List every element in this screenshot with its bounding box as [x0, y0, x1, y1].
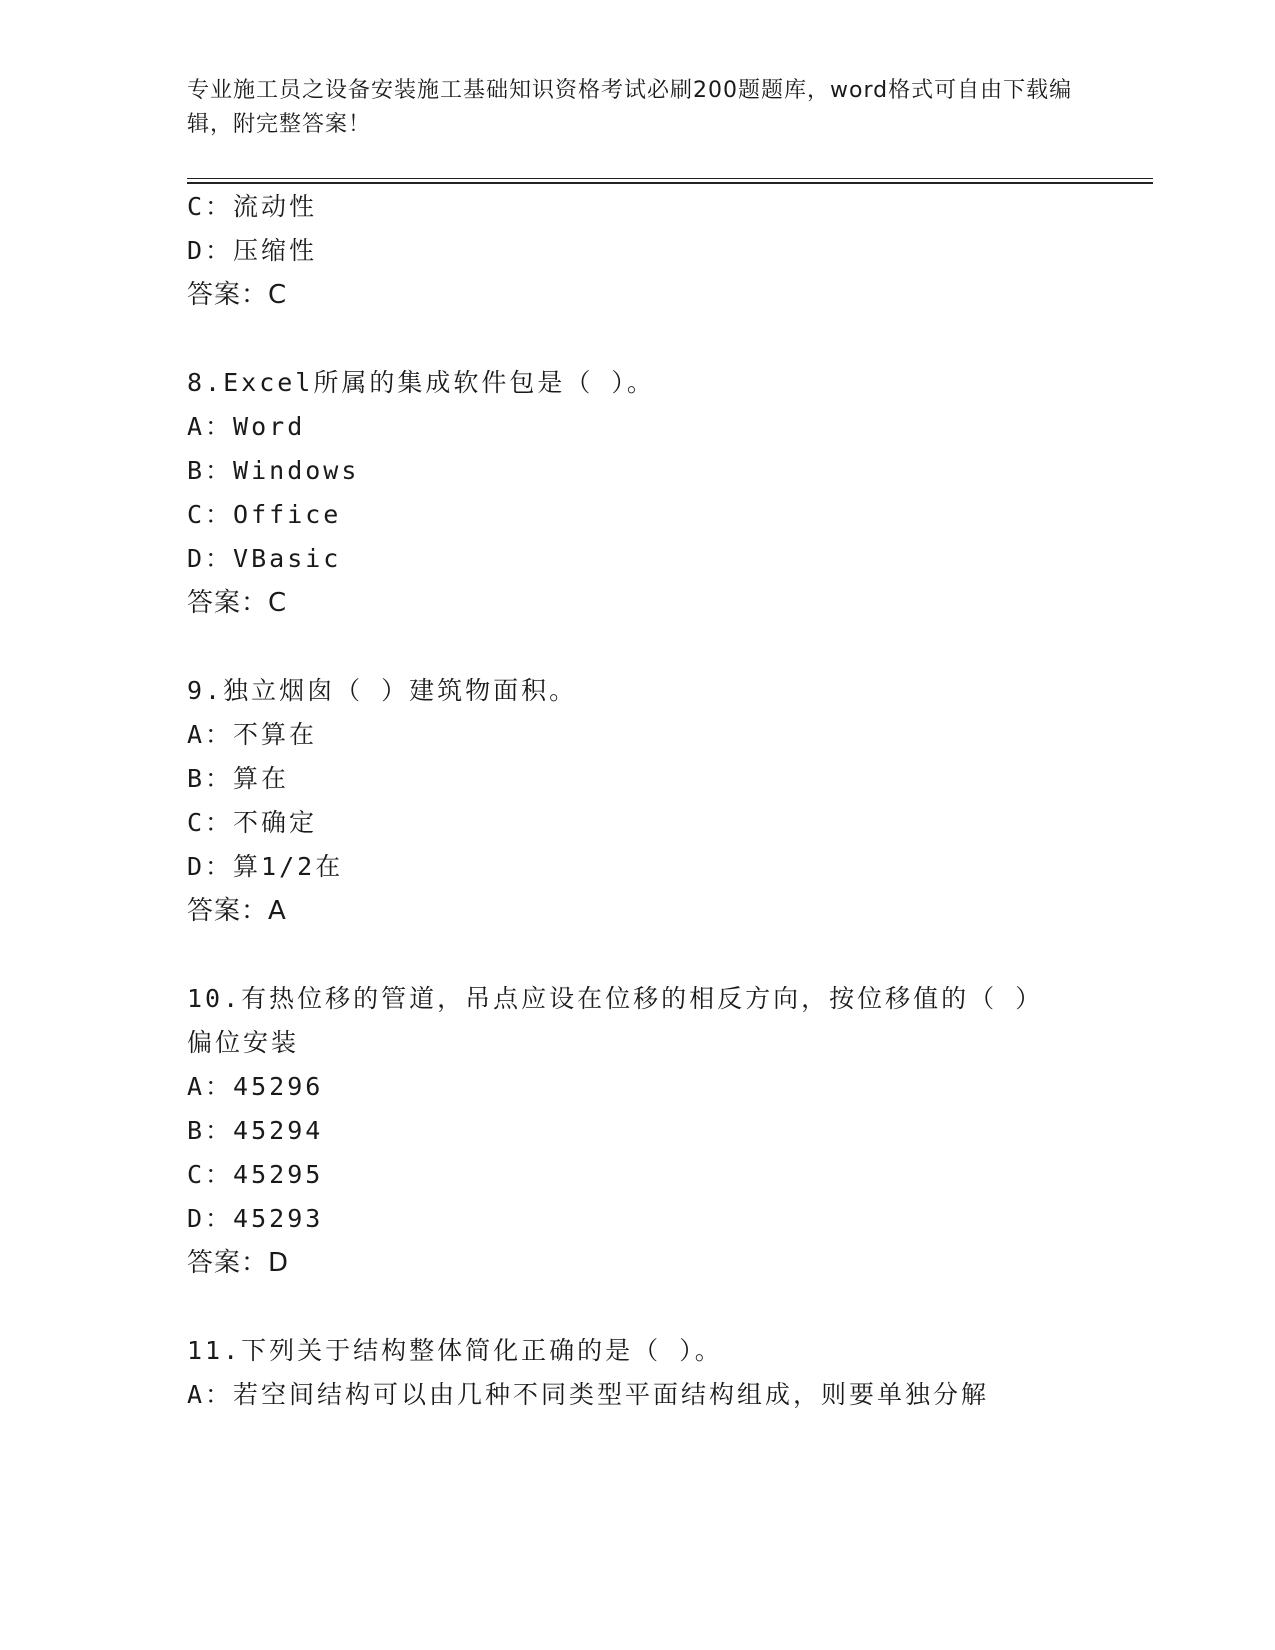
header-divider-thin: [187, 178, 1153, 179]
option-a: A：Word: [187, 412, 306, 441]
option-c: C：Office: [187, 500, 342, 529]
option-a: A：若空间结构可以由几种不同类型平面结构组成，则要单独分解: [187, 1380, 990, 1409]
option-c: C：流动性: [187, 192, 318, 221]
question-stem: 9.独立烟囱（ ）建筑物面积。: [187, 676, 578, 705]
question-stem: 10.有热位移的管道，吊点应设在位移的相反方向，按位移值的（ ）: [187, 984, 1044, 1013]
option-b: B：45294: [187, 1116, 324, 1145]
question-stem: 11.下列关于结构整体简化正确的是（ ）。: [187, 1336, 723, 1365]
option-d: D：VBasic: [187, 544, 342, 573]
document-header-title: 专业施工员之设备安装施工基础知识资格考试必刷200题题库，word格式可自由下载编辑，附完整答案！: [187, 78, 1073, 137]
option-a: A：不算在: [187, 720, 318, 749]
answer-line: 答案：D: [187, 1248, 290, 1278]
option-c: C：不确定: [187, 808, 318, 837]
option-c: C：45295: [187, 1160, 324, 1189]
header-divider-thick: [187, 182, 1153, 184]
question-stem-continuation: 偏位安装: [187, 1028, 300, 1057]
option-a: A：45296: [187, 1072, 324, 1101]
answer-line: 答案：C: [187, 588, 288, 618]
option-d: D：算1/2在: [187, 852, 344, 881]
question-stem: 8.Excel所属的集成软件包是（ ）。: [187, 368, 655, 397]
answer-line: 答案：A: [187, 896, 287, 926]
option-d: D：45293: [187, 1204, 324, 1233]
option-d: D：压缩性: [187, 236, 318, 265]
option-b: B：Windows: [187, 456, 360, 485]
option-b: B：算在: [187, 764, 290, 793]
answer-line: 答案：C: [187, 280, 288, 310]
